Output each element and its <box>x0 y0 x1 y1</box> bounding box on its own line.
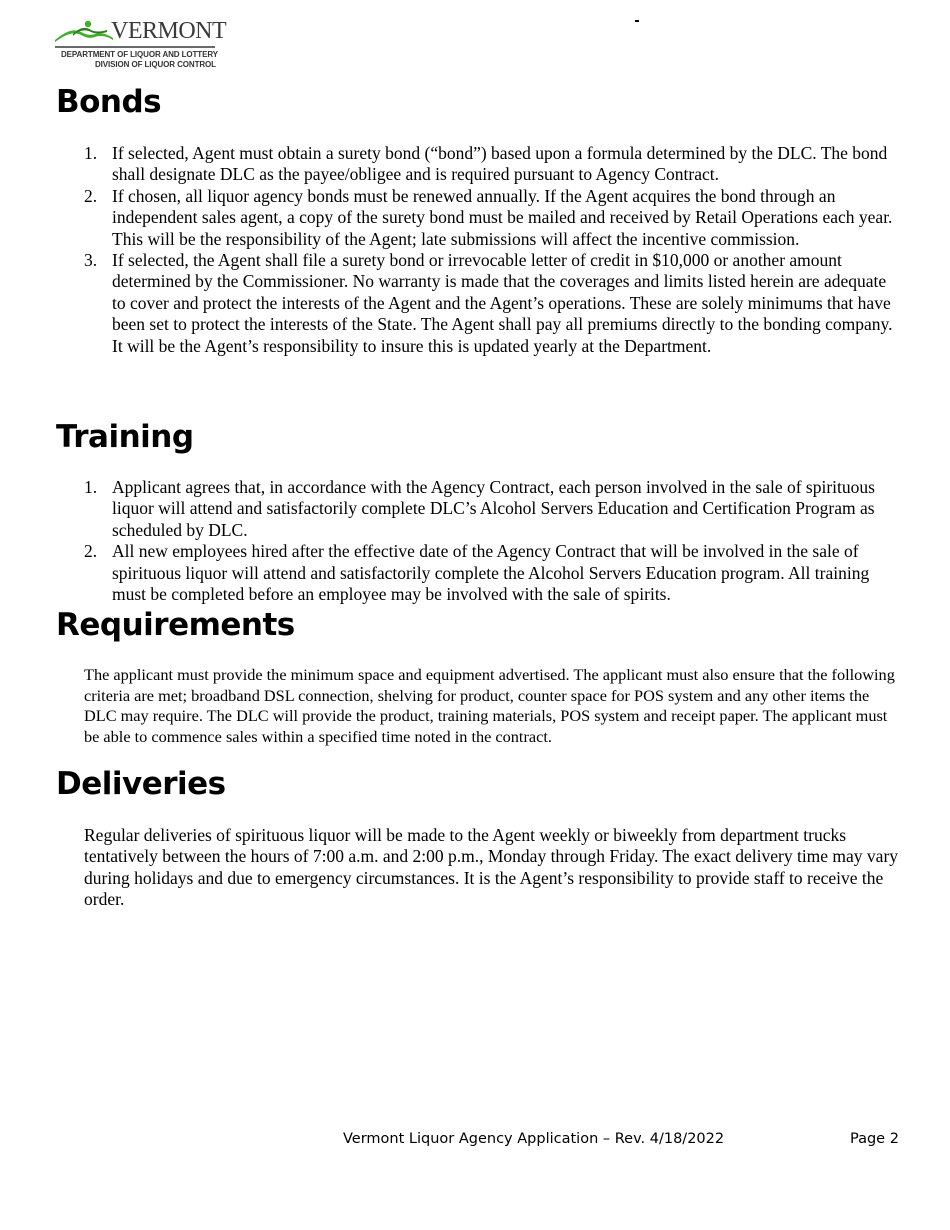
list-number: 3. <box>84 250 98 271</box>
bonds-list <box>80 143 895 357</box>
training-heading: Training <box>56 419 194 455</box>
list-item <box>80 477 895 541</box>
list-number: 2. <box>84 541 98 562</box>
logo-wordmark: VERMONT <box>111 18 227 44</box>
deliveries-paragraph: Regular deliveries of spirituous liquor will be made to the Agent weekly or biweekly from department trucks tentatively between the hours of 7:00 a.m. and 2:00 p.m., Monday through Friday. The exact delivery time may vary during holidays and due to emergency circumstances. It is the Agent’s responsibility to provide staff to receive the order. <box>84 825 899 910</box>
training-list <box>80 477 895 605</box>
footer-page-number: Page 2 <box>850 1131 899 1147</box>
vermont-mountain-icon <box>55 18 113 44</box>
list-item-text: Applicant agrees that, in accordance with the Agency Contract, each person involved in the sale of spirituous liquor will attend and satisfactorily complete DLC’s Alcohol Servers Education and Certification Program as scheduled by DLC. <box>112 477 875 540</box>
list-item-text: All new employees hired after the effective date of the Agency Contract that will be involved in the sale of spirituous liquor will attend and satisfactorily complete the Alcohol Servers Education program. All training must be completed before an employee may be involved with the sale of spirits. <box>112 541 870 605</box>
deliveries-heading: Deliveries <box>56 766 226 802</box>
list-number: 2. <box>84 185 98 206</box>
list-number: 1. <box>84 477 98 497</box>
list-item <box>80 143 895 186</box>
logo-divider <box>55 46 215 48</box>
vermont-dll-logo <box>55 18 227 74</box>
list-item <box>80 186 895 250</box>
list-item-text: If selected, the Agent shall file a surety bond or irrevocable letter of credit in $10,000 or another amount determined by the Commissioner. No warranty is made that the coverages and limits listed herein are adequate to cover and protect the interests of the Agent and the Agent’s operations. These are solely minimums that have been set to protect the interests of the State. The Agent shall pay all premiums directly to the bonding company. It will be the Agent’s responsibility to insure this is updated yearly at the Department. <box>112 250 893 356</box>
list-item <box>80 250 895 357</box>
list-item-text: If selected, Agent must obtain a surety bond (“bond”) based upon a formula determined by the DLC. The bond shall designate DLC as the payee/obligee and is required pursuant to Agency Contract. <box>112 143 888 185</box>
scan-speck <box>635 20 639 22</box>
list-item <box>80 541 895 605</box>
list-item-text: If chosen, all liquor agency bonds must be renewed annually. If the Agent acquires the bond through an independent sales agent, a copy of the surety bond must be mailed and received by Retail Operations each year. This will be the responsibility of the Agent; late submissions will affect the incentive commission. <box>112 185 893 249</box>
logo-division-line: DIVISION OF LIQUOR CONTROL <box>95 60 216 69</box>
requirements-heading: Requirements <box>56 607 295 643</box>
logo-department-line: DEPARTMENT OF LIQUOR AND LOTTERY <box>61 50 218 59</box>
bonds-heading: Bonds <box>56 84 162 120</box>
list-number: 1. <box>84 143 98 163</box>
footer-document-title: Vermont Liquor Agency Application – Rev. 4/18/2022 <box>343 1131 725 1147</box>
requirements-paragraph: The applicant must provide the minimum space and equipment advertised. The applicant must also ensure that the following criteria are met; broadband DSL connection, shelving for product, counter space for POS system and any other items the DLC may require. The DLC will provide the product, training materials, POS system and receipt paper. The applicant must be able to commence sales within a specified time noted in the contract. <box>84 665 895 746</box>
